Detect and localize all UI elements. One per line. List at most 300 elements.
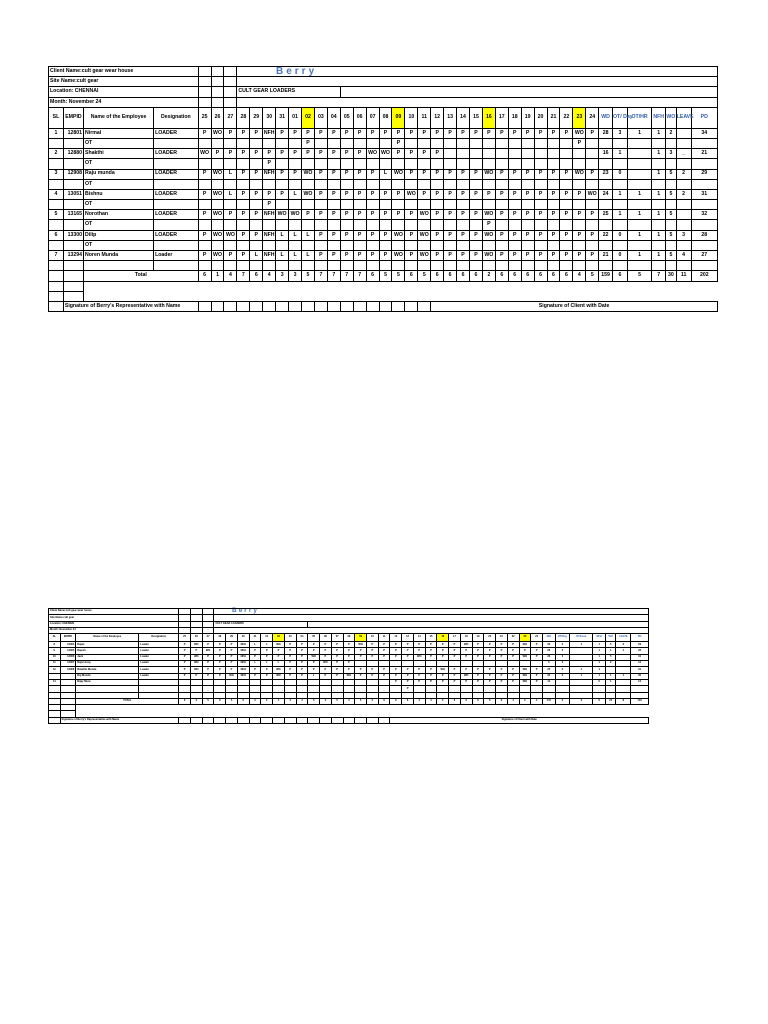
- leave: [676, 128, 691, 138]
- day-status: [211, 138, 224, 148]
- total-ot_hr: 5: [627, 271, 651, 281]
- day-status: P: [392, 138, 405, 148]
- col-day: 11: [418, 107, 431, 128]
- sl: 10: [49, 654, 61, 660]
- day-status: P: [413, 642, 425, 648]
- wd: 23: [599, 169, 613, 179]
- day-status: WO: [211, 128, 224, 138]
- day-status: WO: [198, 149, 211, 159]
- day-status: [470, 149, 483, 159]
- day-status: [457, 179, 470, 189]
- day-status: P: [355, 654, 367, 660]
- col-designation: Designation: [154, 107, 199, 128]
- total-day: 5: [226, 698, 238, 704]
- day-status: P: [460, 648, 472, 654]
- blank: [49, 261, 64, 271]
- day-status: P: [289, 149, 302, 159]
- day-status: WO: [413, 654, 425, 660]
- day-status: P: [470, 210, 483, 220]
- col-day: 10: [366, 634, 378, 642]
- blank: [355, 717, 367, 723]
- col-leave: LEAVE: [616, 634, 631, 642]
- employee-name: Nirmal: [84, 128, 154, 138]
- col-day: 31: [276, 107, 289, 128]
- day-status: P: [405, 251, 418, 261]
- day-status: [444, 240, 457, 250]
- day-status: P: [198, 251, 211, 261]
- total-day: 6: [457, 271, 470, 281]
- sl: 5: [49, 210, 64, 220]
- day-status: P: [314, 169, 327, 179]
- wd: 28: [599, 128, 613, 138]
- day-status: [444, 149, 457, 159]
- day-status: P: [534, 189, 547, 199]
- day-status: P: [519, 648, 531, 654]
- pd: [691, 138, 717, 148]
- total-day: 5: [202, 698, 214, 704]
- day-status: P: [390, 679, 402, 685]
- designation: LOADER: [154, 189, 199, 199]
- day-status: P: [482, 128, 495, 138]
- day-status: P: [263, 200, 276, 210]
- employee-name: OT: [84, 240, 154, 250]
- day-status: P: [263, 149, 276, 159]
- total-day: 6: [547, 271, 560, 281]
- nfh: 1: [593, 642, 606, 648]
- day-status: WO: [211, 189, 224, 199]
- total-day: 4: [573, 271, 586, 281]
- day-status: P: [496, 673, 508, 679]
- employee-name: OT: [84, 179, 154, 189]
- pd: 12: [631, 661, 649, 667]
- pd: [691, 159, 717, 169]
- day-status: [418, 240, 431, 250]
- day-status: P: [314, 251, 327, 261]
- day-status: P: [586, 128, 599, 138]
- day-status: P: [314, 230, 327, 240]
- day-status: [457, 240, 470, 250]
- day-status: P: [402, 642, 414, 648]
- blank: [666, 261, 677, 271]
- blank: [211, 261, 224, 271]
- day-status: [302, 179, 315, 189]
- day-status: NFH: [237, 667, 249, 673]
- employee-name: Norothan: [84, 210, 154, 220]
- ot_day: 0: [555, 673, 570, 679]
- wd: [599, 200, 613, 210]
- empid: 13165: [63, 210, 83, 220]
- day-status: P: [378, 642, 390, 648]
- day-status: P: [547, 230, 560, 240]
- total-day: 2: [261, 698, 273, 704]
- blank: [284, 717, 296, 723]
- total-pd: 179: [631, 698, 649, 704]
- day-status: P: [431, 189, 444, 199]
- day-status: P: [289, 128, 302, 138]
- day-status: P: [470, 251, 483, 261]
- day-status: P: [379, 251, 392, 261]
- empid: 12801: [63, 128, 83, 138]
- leave: [676, 220, 691, 230]
- day-status: L: [261, 661, 273, 667]
- ot_day: 1: [613, 210, 628, 220]
- col-day: 01: [289, 107, 302, 128]
- blank: [418, 261, 431, 271]
- day-status: [289, 200, 302, 210]
- total-day: 4: [531, 698, 543, 704]
- col-sl: SL: [49, 107, 64, 128]
- designation: Loader: [139, 642, 179, 648]
- day-status: [457, 220, 470, 230]
- day-status: P: [457, 128, 470, 138]
- day-status: P: [276, 128, 289, 138]
- day-status: [573, 179, 586, 189]
- day-status: P: [226, 654, 238, 660]
- day-status: NFH: [263, 169, 276, 179]
- total-day: 5: [366, 698, 378, 704]
- day-status: P: [390, 654, 402, 660]
- day-status: P: [249, 654, 261, 660]
- total-day: 6: [198, 271, 211, 281]
- col-day: 12: [390, 634, 402, 642]
- leave: [676, 138, 691, 148]
- day-status: P: [521, 128, 534, 138]
- day-status: P: [296, 661, 308, 667]
- day-status: WO: [273, 673, 285, 679]
- day-status: [250, 159, 263, 169]
- col-day: 11: [378, 634, 390, 642]
- blank: [302, 261, 315, 271]
- leave: [676, 179, 691, 189]
- nfh: [652, 220, 666, 230]
- day-status: [457, 200, 470, 210]
- blank: [366, 301, 379, 311]
- day-status: L: [249, 642, 261, 648]
- total-day: 5: [302, 271, 315, 281]
- leave: _: [676, 149, 691, 159]
- ot_day: 0: [613, 230, 628, 240]
- sl: 11: [49, 661, 61, 667]
- day-status: P: [379, 189, 392, 199]
- day-status: P: [214, 661, 226, 667]
- employee-name: Dilip: [84, 230, 154, 240]
- day-status: [314, 138, 327, 148]
- day-status: [482, 200, 495, 210]
- leave: 2: [676, 169, 691, 179]
- total-day: 6: [460, 698, 472, 704]
- table-row: [49, 149, 718, 159]
- ot_hr: [627, 159, 651, 169]
- day-status: P: [508, 128, 521, 138]
- day-status: P: [508, 189, 521, 199]
- table-row: [49, 230, 718, 240]
- day-status: P: [472, 667, 484, 673]
- blank: [340, 301, 353, 311]
- day-status: [224, 159, 237, 169]
- day-status: [379, 240, 392, 250]
- blank: [49, 291, 64, 301]
- blank: [296, 717, 308, 723]
- col-day: 27: [202, 634, 214, 642]
- day-status: P: [327, 149, 340, 159]
- day-status: P: [402, 679, 414, 685]
- day-status: P: [249, 648, 261, 654]
- col-day: 27: [224, 107, 237, 128]
- table-row: [49, 189, 718, 199]
- blank: [366, 261, 379, 271]
- day-status: P: [484, 654, 496, 660]
- day-status: P: [314, 128, 327, 138]
- blank: [470, 261, 483, 271]
- blank: [560, 261, 573, 271]
- day-status: P: [179, 642, 191, 648]
- day-status: [198, 159, 211, 169]
- blank: [340, 87, 717, 97]
- total-day: 6: [470, 271, 483, 281]
- pd: [691, 240, 717, 250]
- blank: [302, 301, 315, 311]
- day-status: [211, 240, 224, 250]
- total-ot_day: 6: [613, 271, 628, 281]
- sl: 9: [49, 648, 61, 654]
- day-status: P: [263, 159, 276, 169]
- wd: [599, 138, 613, 148]
- day-status: [482, 138, 495, 148]
- day-status: [547, 149, 560, 159]
- day-status: [508, 138, 521, 148]
- day-status: L: [273, 661, 285, 667]
- day-status: [340, 138, 353, 148]
- day-status: [431, 138, 444, 148]
- day-status: P: [320, 654, 332, 660]
- day-status: [457, 159, 470, 169]
- total-day: 6: [534, 271, 547, 281]
- day-status: WO: [405, 189, 418, 199]
- day-status: P: [355, 667, 367, 673]
- blank: [547, 261, 560, 271]
- day-status: P: [508, 169, 521, 179]
- day-status: [521, 159, 534, 169]
- blank: [198, 77, 211, 87]
- blank: [392, 261, 405, 271]
- day-status: P: [534, 230, 547, 240]
- day-status: P: [495, 230, 508, 240]
- blank: [378, 717, 390, 723]
- col-day: 20: [484, 634, 496, 642]
- sl: 1: [49, 128, 64, 138]
- day-status: P: [308, 661, 320, 667]
- day-status: NFH: [263, 128, 276, 138]
- day-status: [482, 179, 495, 189]
- total-day: 5: [392, 271, 405, 281]
- day-status: P: [402, 673, 414, 679]
- leave: 3: [616, 642, 631, 648]
- day-status: P: [472, 642, 484, 648]
- day-status: [392, 159, 405, 169]
- sl: 2: [49, 149, 64, 159]
- employee-name: Raj Munda: [76, 673, 139, 679]
- day-status: P: [331, 642, 343, 648]
- day-status: P: [472, 654, 484, 660]
- day-status: [444, 200, 457, 210]
- ot_day: 0: [555, 642, 570, 648]
- day-status: [224, 240, 237, 250]
- day-status: P: [378, 654, 390, 660]
- pd: 31: [631, 654, 649, 660]
- company-name: CULT GEAR LOADERS: [214, 621, 308, 627]
- day-status: [289, 159, 302, 169]
- col-day: 07: [331, 634, 343, 642]
- day-status: P: [202, 654, 214, 660]
- day-status: P: [198, 230, 211, 240]
- day-status: [586, 240, 599, 250]
- col-day: 15: [470, 107, 483, 128]
- day-status: P: [449, 667, 461, 673]
- day-status: P: [425, 648, 437, 654]
- total-day: 2: [190, 698, 202, 704]
- day-status: [560, 240, 573, 250]
- day-status: P: [320, 667, 332, 673]
- day-status: P: [273, 648, 285, 654]
- col-day: 10: [405, 107, 418, 128]
- table-row: [49, 251, 718, 261]
- day-status: P: [340, 149, 353, 159]
- day-status: P: [261, 654, 273, 660]
- day-status: [211, 220, 224, 230]
- day-status: [366, 159, 379, 169]
- total-day: 6: [449, 698, 461, 704]
- day-status: WO: [211, 210, 224, 220]
- ot_hr: [627, 169, 651, 179]
- table-row: [49, 169, 718, 179]
- day-status: [289, 179, 302, 189]
- day-status: P: [495, 189, 508, 199]
- signature-client: Signature of Client with Date: [390, 717, 649, 723]
- blank: [224, 67, 237, 77]
- day-status: [560, 220, 573, 230]
- day-status: P: [431, 128, 444, 138]
- day-status: [560, 200, 573, 210]
- total-day: 6: [405, 271, 418, 281]
- pd: 30: [631, 673, 649, 679]
- day-status: P: [296, 673, 308, 679]
- wd: 22: [543, 642, 556, 648]
- day-status: P: [496, 679, 508, 685]
- day-status: P: [457, 189, 470, 199]
- nfh: 1: [593, 648, 606, 654]
- day-status: [418, 220, 431, 230]
- col-day: 05: [308, 634, 320, 642]
- wd: [599, 220, 613, 230]
- day-status: WO: [519, 654, 531, 660]
- employee-name: Rawhlin Munda: [76, 667, 139, 673]
- blank: [276, 261, 289, 271]
- day-status: P: [431, 230, 444, 240]
- leave: 1: [616, 673, 631, 679]
- blank: [84, 291, 718, 301]
- day-status: [521, 179, 534, 189]
- day-status: P: [521, 251, 534, 261]
- ot_hr: 1: [627, 251, 651, 261]
- blank: [63, 261, 83, 271]
- empid: [63, 220, 83, 230]
- day-status: P: [284, 642, 296, 648]
- day-status: [444, 138, 457, 148]
- blank: [508, 261, 521, 271]
- total-day: 6: [508, 271, 521, 281]
- blank: [250, 261, 263, 271]
- blank: [263, 261, 276, 271]
- pd: 29: [631, 642, 649, 648]
- day-status: [276, 179, 289, 189]
- day-status: WO: [519, 679, 531, 685]
- total-day: 7: [327, 271, 340, 281]
- day-status: [379, 200, 392, 210]
- day-status: P: [224, 149, 237, 159]
- col-day: 29: [226, 634, 238, 642]
- day-status: P: [214, 667, 226, 673]
- col-day: 09: [355, 634, 367, 642]
- day-status: WO: [392, 230, 405, 240]
- designation: LOADER: [154, 128, 199, 138]
- day-status: P: [198, 210, 211, 220]
- day-status: P: [431, 169, 444, 179]
- col-day: 05: [340, 107, 353, 128]
- info-client: Client Name:cult gear wear house: [49, 67, 199, 77]
- day-status: WO: [573, 128, 586, 138]
- blank: [314, 301, 327, 311]
- blank: [261, 717, 273, 723]
- day-status: WO: [519, 667, 531, 673]
- blank: [224, 301, 237, 311]
- day-status: L: [261, 642, 273, 648]
- day-status: WO: [460, 642, 472, 648]
- day-status: P: [437, 679, 449, 685]
- day-status: P: [378, 667, 390, 673]
- day-status: [379, 179, 392, 189]
- day-status: [366, 220, 379, 230]
- day-status: P: [460, 654, 472, 660]
- day-status: P: [327, 230, 340, 240]
- col-day: 04: [296, 634, 308, 642]
- nfh: 1: [652, 189, 666, 199]
- day-status: [534, 149, 547, 159]
- day-status: P: [327, 169, 340, 179]
- day-status: P: [586, 169, 599, 179]
- total-day: 2: [519, 698, 531, 704]
- wd: 5: [543, 661, 556, 667]
- total-day: 4: [273, 698, 285, 704]
- day-status: L: [276, 230, 289, 240]
- day-status: [470, 159, 483, 169]
- day-status: P: [237, 128, 250, 138]
- table-row: [49, 159, 718, 169]
- day-status: P: [366, 169, 379, 179]
- day-status: P: [472, 679, 484, 685]
- signature-berry: Signature of Berry's Representative with Name: [60, 717, 179, 723]
- day-status: P: [547, 128, 560, 138]
- totals-label: TOTAL: [76, 698, 179, 704]
- day-status: P: [250, 149, 263, 159]
- day-status: P: [198, 128, 211, 138]
- wo: 5: [605, 642, 616, 648]
- day-status: [470, 220, 483, 230]
- empid: 13308: [60, 667, 76, 673]
- day-status: P: [457, 230, 470, 240]
- total-day: 4: [507, 698, 519, 704]
- day-status: P: [355, 673, 367, 679]
- day-status: P: [449, 673, 461, 679]
